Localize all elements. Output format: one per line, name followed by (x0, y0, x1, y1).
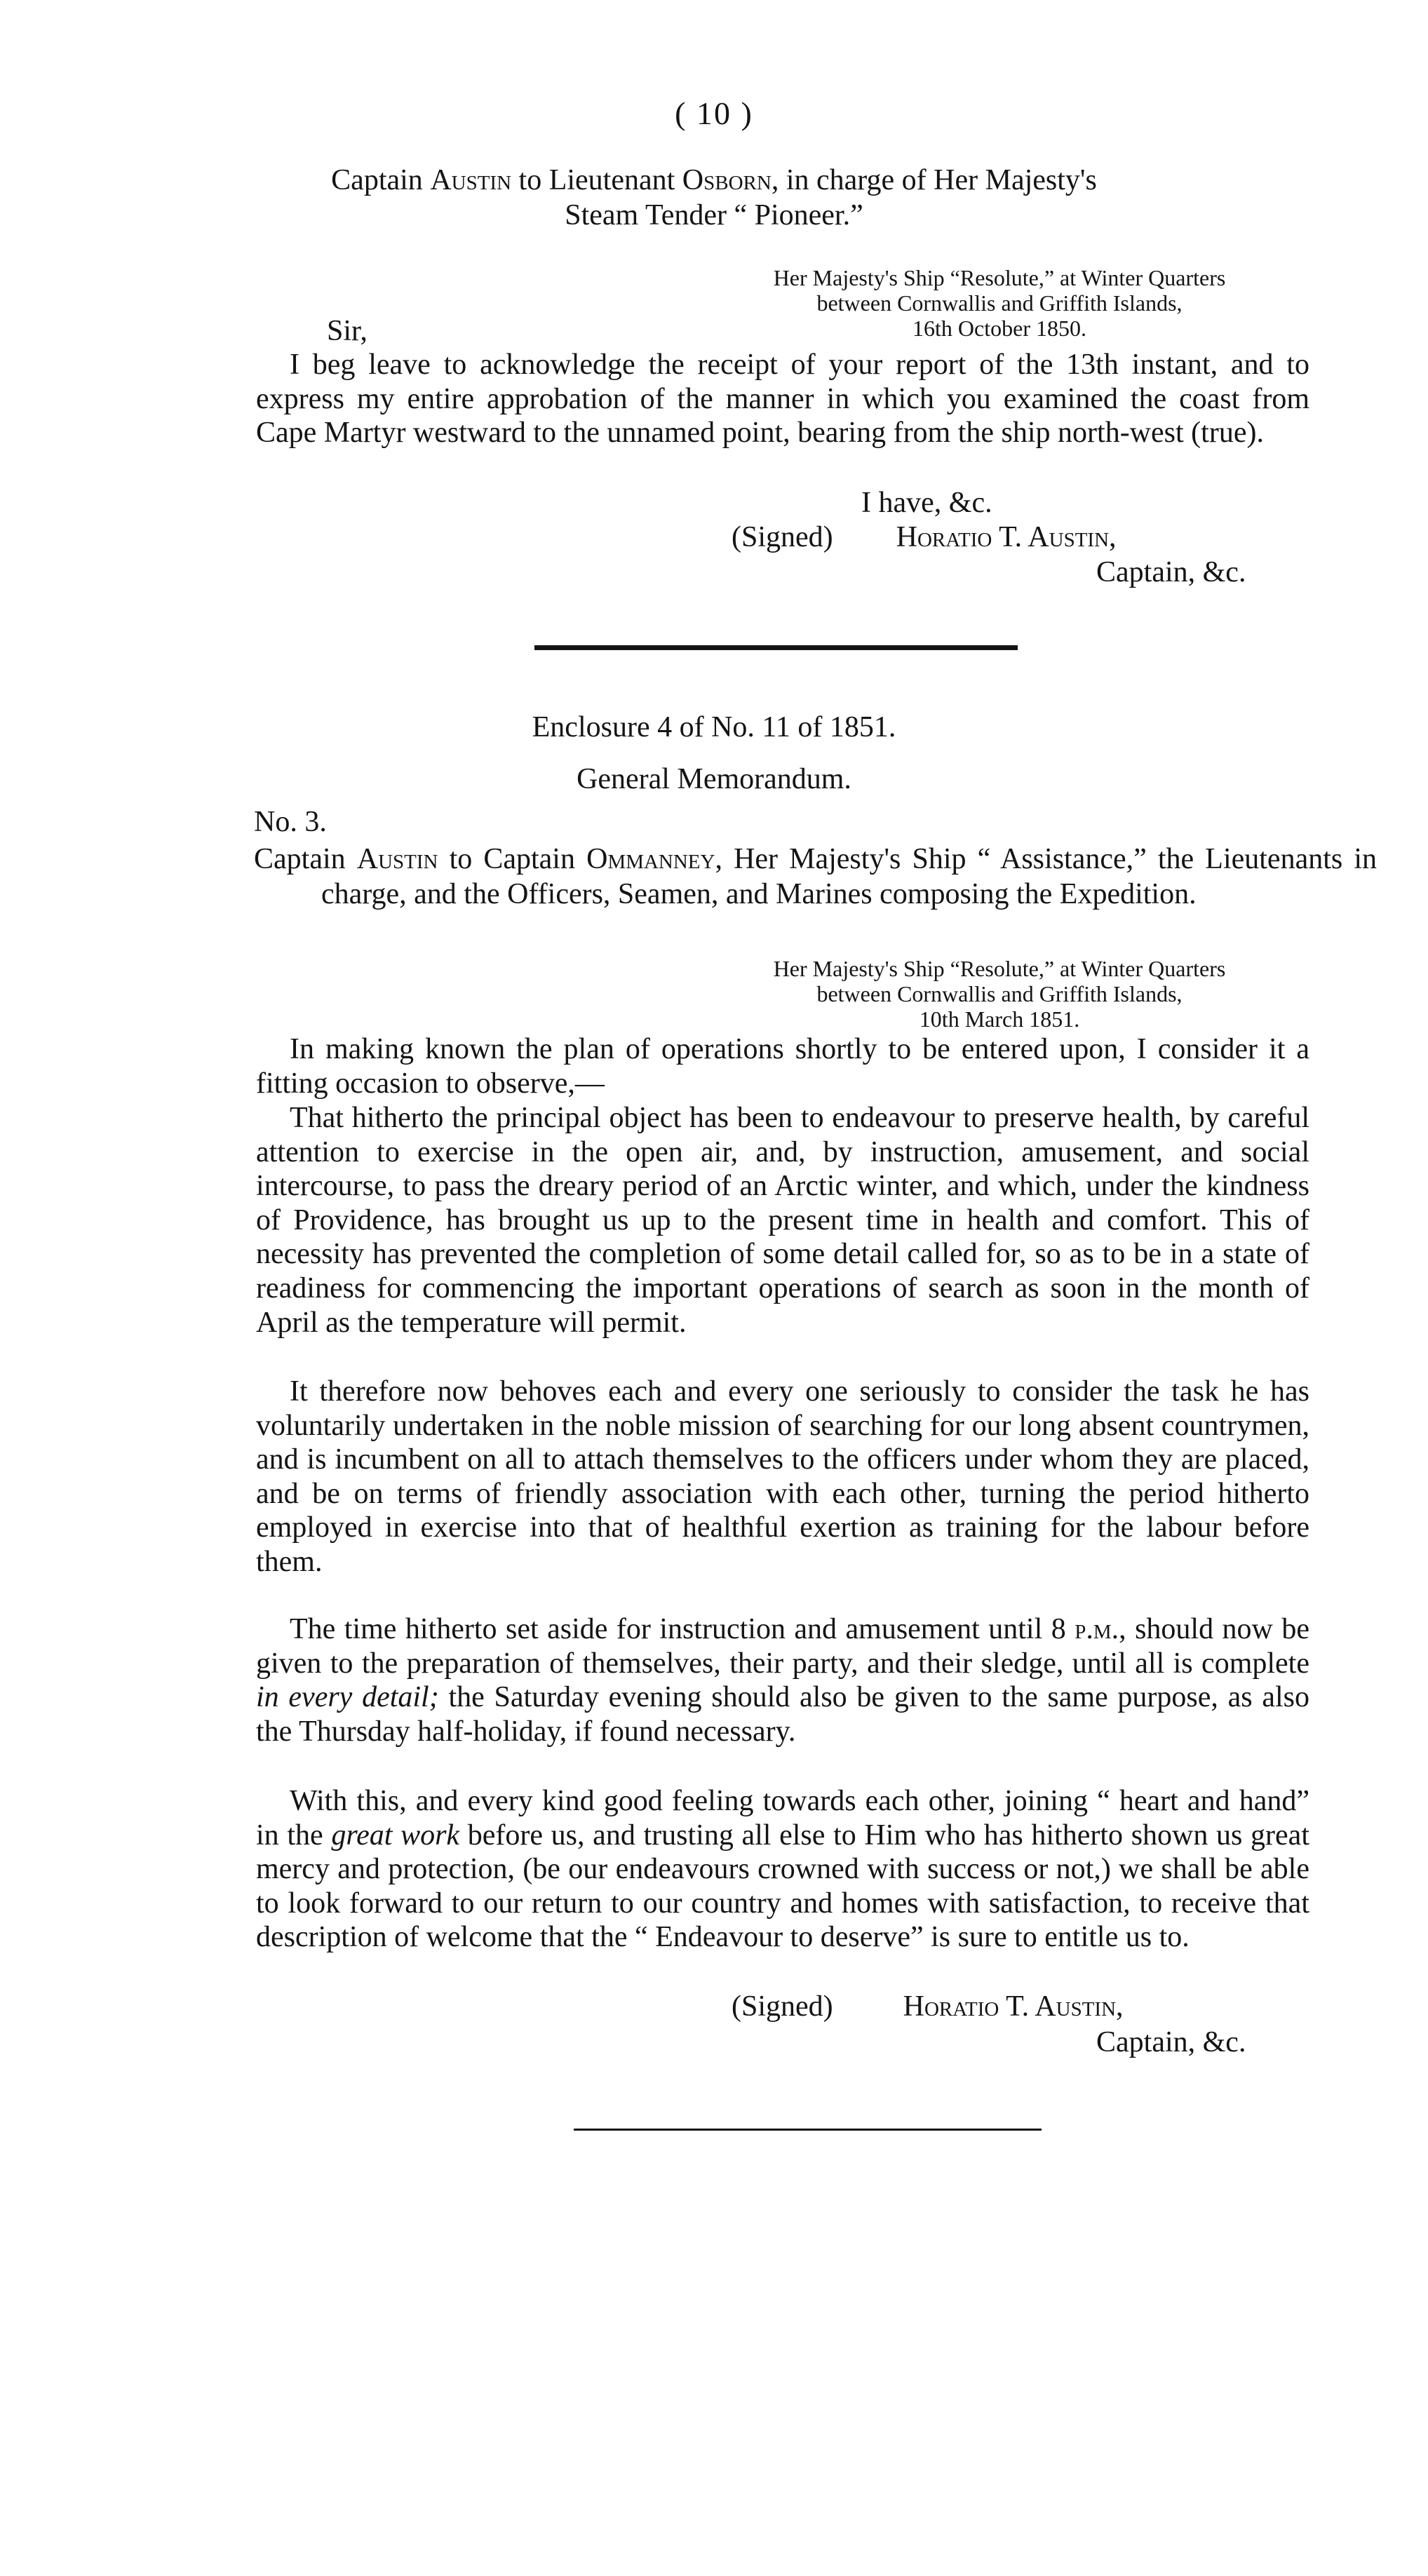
signed-label: (Signed) (732, 1990, 833, 2023)
memo-paragraph-1: In making known the plan of operations shortly to be entered upon, I consider it a fitting occasion to observe,— (256, 1033, 1309, 1100)
enclosure-address (684, 956, 1315, 1032)
letter1-heading (0, 163, 1428, 233)
signature-first-name: Horatio (903, 1990, 999, 2023)
address-date: 10th March 1851. (919, 1006, 1080, 1032)
page-number: ( 10 ) (675, 95, 753, 131)
address-line: Her Majesty's Ship “Resolute,” at Winter Quarters (773, 956, 1226, 981)
enclosure-subtitle: General Memorandum. (577, 763, 851, 795)
letter1-address (684, 265, 1315, 341)
letter1-rank: Captain, &c. (1096, 556, 1246, 588)
letter1-heading-line1: Captain Austin to Lieutenant Osborn, in charge of Her Majesty's (331, 164, 1097, 196)
letter1-salutation: Sir, (327, 315, 368, 347)
address-line: Her Majesty's Ship “Resolute,” at Winter Quarters (773, 265, 1226, 290)
letter1-heading-line2: Steam Tender “ Pioneer.” (565, 199, 863, 231)
signed-label: (Signed) (732, 521, 833, 553)
enclosure-number: No. 3. (254, 806, 327, 838)
memo-paragraph-4: The time hitherto set aside for instruction and amusement until 8 p.m., should now be given to the preparation of themselves, their party, and their sledge, until all is complete in every detail; the Saturday evening should also be given to the same purpose, as also the Thursday half-holiday, if found necessary. (256, 1613, 1309, 1748)
signature-first-name: Horatio (896, 521, 992, 553)
memo-paragraph-3: It therefore now behoves each and every one seriously to consider the task he has voluntarily undertaken in the noble mission of searching for our long absent countrymen, and is incumbent on all to attach themselves to the officers under whom they are placed, and be on terms of friendly association with each other, turning the period hitherto employed in exercise into that of healthful exertion as training for the labour before them. (256, 1375, 1309, 1578)
section-divider-thin (574, 2129, 1042, 2131)
enclosure-signature-line (732, 1990, 1124, 2023)
address-line: between Cornwallis and Griffith Islands, (816, 981, 1183, 1006)
memo-paragraph-2: That hitherto the principal object has been to endeavour to preserve health, by careful attention to exercise in the open air, and, by instruction, amusement, and social intercourse, to pass the dreary period of an Arctic winter, and which, under the kindness of Providence, has brought us up to the present time in health and comfort. This of necessity has prevented the completion of some detail called for, so as to be in a state of readiness for commencing the important operations of search as soon in the month of April as the temperature will permit. (256, 1102, 1309, 1339)
author-name: Austin (356, 843, 438, 875)
emphasis: great work (331, 1819, 460, 1852)
section-divider-thick (534, 645, 1018, 650)
enclosure-rank: Captain, &c. (1096, 2026, 1246, 2058)
signature-rest: T. Austin, (999, 1990, 1124, 2023)
letter1-closing: I have, &c. (861, 487, 992, 519)
address-line: between Cornwallis and Griffith Islands, (816, 290, 1183, 316)
letter1-signature-line (732, 520, 1117, 554)
recipient-name: Osborn (682, 164, 772, 196)
author-name: Austin (430, 164, 512, 196)
enclosure-title: Enclosure 4 of No. 11 of 1851. (532, 711, 896, 743)
signature-rest: T. Austin, (992, 521, 1117, 553)
recipient-name: Ommanney (586, 843, 715, 875)
enclosure-heading: Captain Austin to Captain Ommanney, Her Majesty's Ship “ Assistance,” the Lieutenants in charge, and the Officers, Seamen, and Marines composing the Expedition. (254, 843, 1377, 910)
letter1-body: I beg leave to acknowledge the receipt of your report of the 13th instant, and to express my entire approbation of the manner in which you examined the coast from Cape Martyr westward to the unnamed point, bearing from the ship north-west (true). (256, 349, 1309, 450)
address-date: 16th October 1850. (912, 316, 1086, 341)
memo-paragraph-5: With this, and every kind good feeling towards each other, joining “ heart and hand” in the great work before us, and trusting all else to Him who has hitherto shown us great mercy and protection, (be our endeavours crowned with success or not,) we shall be able to look forward to our return to our country and homes with satisfaction, to receive that description of welcome that the “ Endeavour to deserve” is sure to entitle us to. (256, 1785, 1309, 1954)
emphasis: in every detail; (256, 1681, 439, 1714)
